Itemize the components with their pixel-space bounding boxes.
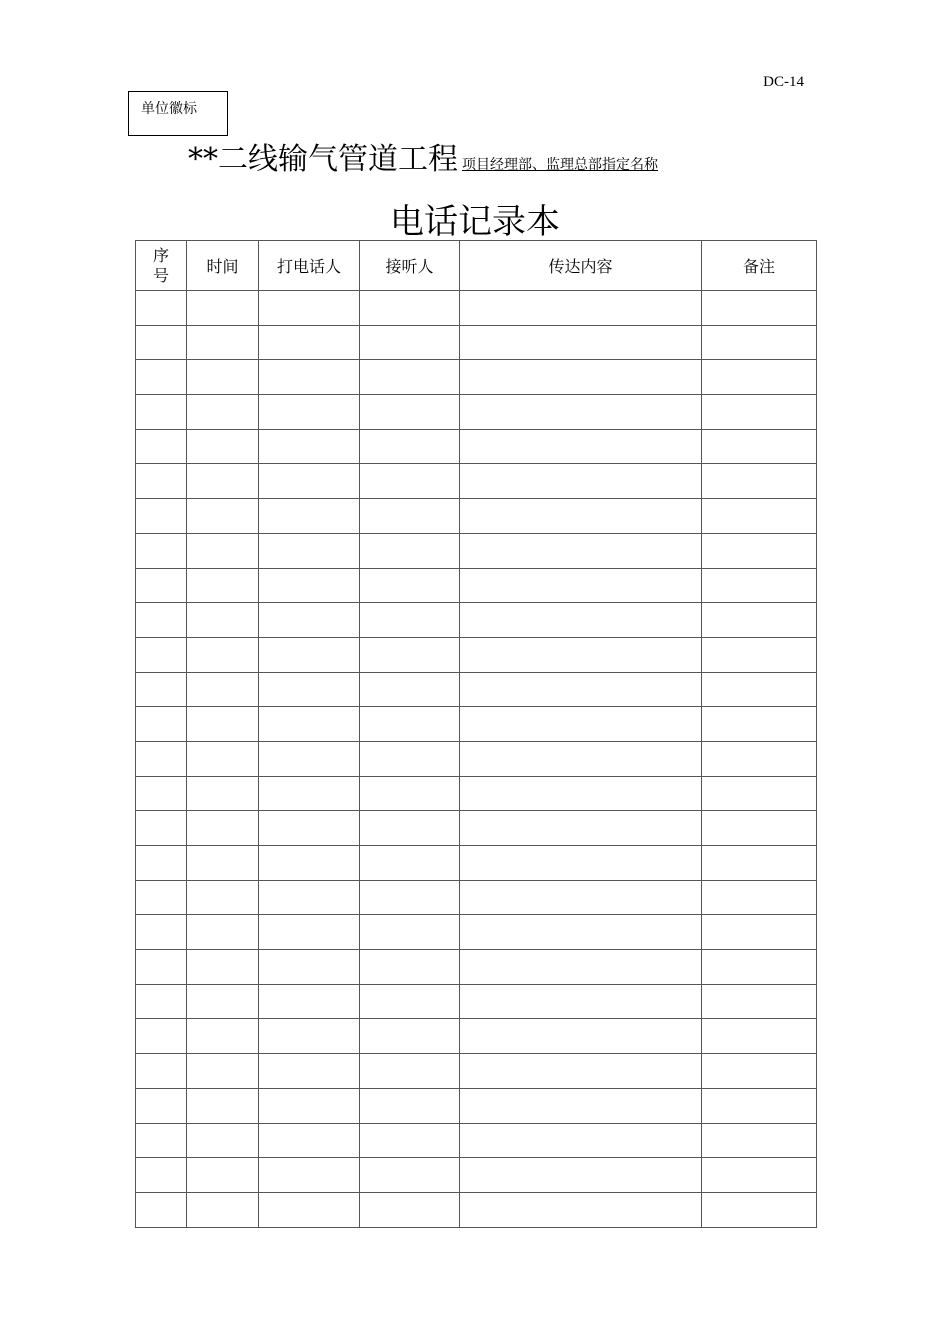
time-cell	[187, 464, 259, 499]
table-header-row	[136, 241, 817, 291]
table-row	[136, 880, 817, 915]
receiver-cell	[360, 325, 460, 360]
seq-cell	[136, 1192, 187, 1227]
table-row	[136, 846, 817, 881]
table-row	[136, 672, 817, 707]
caller-cell	[259, 637, 360, 672]
remarks-cell	[702, 672, 817, 707]
caller-cell	[259, 846, 360, 881]
content-cell	[460, 360, 702, 395]
table-row	[136, 1192, 817, 1227]
receiver-cell	[360, 1192, 460, 1227]
seq-cell	[136, 707, 187, 742]
table-row	[136, 568, 817, 603]
header-receiver: 接听人	[360, 241, 460, 291]
caller-cell	[259, 1088, 360, 1123]
time-cell	[187, 568, 259, 603]
caller-cell	[259, 360, 360, 395]
remarks-cell	[702, 1088, 817, 1123]
caller-cell	[259, 776, 360, 811]
time-cell	[187, 1054, 259, 1089]
receiver-cell	[360, 1054, 460, 1089]
remarks-cell	[702, 1019, 817, 1054]
content-cell	[460, 811, 702, 846]
caller-cell	[259, 880, 360, 915]
remarks-cell	[702, 846, 817, 881]
page-title: 电话记录本	[390, 202, 560, 242]
remarks-cell	[702, 395, 817, 430]
caller-cell	[259, 984, 360, 1019]
content-cell	[460, 499, 702, 534]
content-cell	[460, 741, 702, 776]
receiver-cell	[360, 464, 460, 499]
receiver-cell	[360, 533, 460, 568]
receiver-cell	[360, 360, 460, 395]
caller-cell	[259, 533, 360, 568]
caller-cell	[259, 1192, 360, 1227]
receiver-cell	[360, 1123, 460, 1158]
time-cell	[187, 776, 259, 811]
receiver-cell	[360, 707, 460, 742]
remarks-cell	[702, 1158, 817, 1193]
seq-cell	[136, 672, 187, 707]
receiver-cell	[360, 880, 460, 915]
receiver-cell	[360, 984, 460, 1019]
receiver-cell	[360, 637, 460, 672]
remarks-cell	[702, 880, 817, 915]
table-row	[136, 984, 817, 1019]
seq-cell	[136, 1019, 187, 1054]
seq-cell	[136, 915, 187, 950]
remarks-cell	[702, 950, 817, 985]
receiver-cell	[360, 429, 460, 464]
table-row	[136, 291, 817, 326]
receiver-cell	[360, 741, 460, 776]
content-cell	[460, 984, 702, 1019]
logo-placeholder-box	[128, 91, 228, 136]
caller-cell	[259, 950, 360, 985]
remarks-cell	[702, 603, 817, 638]
receiver-cell	[360, 776, 460, 811]
content-cell	[460, 429, 702, 464]
time-cell	[187, 291, 259, 326]
seq-cell	[136, 776, 187, 811]
time-cell	[187, 672, 259, 707]
time-cell	[187, 603, 259, 638]
document-code: DC-14	[763, 74, 804, 90]
remarks-cell	[702, 1192, 817, 1227]
seq-cell	[136, 846, 187, 881]
remarks-cell	[702, 1054, 817, 1089]
caller-cell	[259, 741, 360, 776]
receiver-cell	[360, 950, 460, 985]
table-row	[136, 325, 817, 360]
table-row	[136, 1088, 817, 1123]
receiver-cell	[360, 291, 460, 326]
receiver-cell	[360, 499, 460, 534]
caller-cell	[259, 429, 360, 464]
caller-cell	[259, 395, 360, 430]
receiver-cell	[360, 672, 460, 707]
table-row	[136, 499, 817, 534]
caller-cell	[259, 291, 360, 326]
time-cell	[187, 1123, 259, 1158]
caller-cell	[259, 707, 360, 742]
time-cell	[187, 395, 259, 430]
remarks-cell	[702, 499, 817, 534]
header-seq-line1: 序	[152, 245, 169, 265]
time-cell	[187, 707, 259, 742]
table-row	[136, 915, 817, 950]
header-caller: 打电话人	[259, 241, 360, 291]
time-cell	[187, 499, 259, 534]
remarks-cell	[702, 325, 817, 360]
remarks-cell	[702, 811, 817, 846]
content-cell	[460, 603, 702, 638]
remarks-cell	[702, 1123, 817, 1158]
remarks-cell	[702, 984, 817, 1019]
table-row	[136, 603, 817, 638]
content-cell	[460, 846, 702, 881]
remarks-cell	[702, 915, 817, 950]
receiver-cell	[360, 915, 460, 950]
remarks-cell	[702, 707, 817, 742]
content-cell	[460, 568, 702, 603]
content-cell	[460, 1054, 702, 1089]
seq-cell	[136, 603, 187, 638]
header-content: 传达内容	[460, 241, 702, 291]
content-cell	[460, 950, 702, 985]
table-row	[136, 533, 817, 568]
receiver-cell	[360, 811, 460, 846]
caller-cell	[259, 1123, 360, 1158]
receiver-cell	[360, 568, 460, 603]
time-cell	[187, 637, 259, 672]
caller-cell	[259, 915, 360, 950]
time-cell	[187, 1158, 259, 1193]
seq-cell	[136, 360, 187, 395]
project-name: **二线输气管道工程	[188, 142, 458, 177]
remarks-cell	[702, 776, 817, 811]
header-remarks: 备注	[702, 241, 817, 291]
time-cell	[187, 741, 259, 776]
remarks-cell	[702, 360, 817, 395]
content-cell	[460, 325, 702, 360]
receiver-cell	[360, 395, 460, 430]
remarks-cell	[702, 291, 817, 326]
table-row	[136, 776, 817, 811]
department-name: 项目经理部、监理总部指定名称	[462, 157, 658, 173]
caller-cell	[259, 811, 360, 846]
receiver-cell	[360, 1088, 460, 1123]
content-cell	[460, 1192, 702, 1227]
remarks-cell	[702, 464, 817, 499]
seq-cell	[136, 464, 187, 499]
seq-cell	[136, 1158, 187, 1193]
seq-cell	[136, 1123, 187, 1158]
seq-cell	[136, 880, 187, 915]
time-cell	[187, 1192, 259, 1227]
receiver-cell	[360, 1019, 460, 1054]
remarks-cell	[702, 429, 817, 464]
receiver-cell	[360, 603, 460, 638]
header-seq	[136, 241, 187, 291]
table-row	[136, 811, 817, 846]
time-cell	[187, 1088, 259, 1123]
caller-cell	[259, 499, 360, 534]
caller-cell	[259, 568, 360, 603]
content-cell	[460, 637, 702, 672]
remarks-cell	[702, 741, 817, 776]
content-cell	[460, 1019, 702, 1054]
time-cell	[187, 325, 259, 360]
logo-placeholder-label: 单位徽标	[141, 101, 197, 117]
content-cell	[460, 1088, 702, 1123]
seq-cell	[136, 291, 187, 326]
remarks-cell	[702, 637, 817, 672]
caller-cell	[259, 1158, 360, 1193]
caller-cell	[259, 325, 360, 360]
table-row	[136, 741, 817, 776]
content-cell	[460, 915, 702, 950]
seq-cell	[136, 325, 187, 360]
seq-cell	[136, 395, 187, 430]
content-cell	[460, 707, 702, 742]
time-cell	[187, 1019, 259, 1054]
content-cell	[460, 1123, 702, 1158]
table-row	[136, 637, 817, 672]
remarks-cell	[702, 533, 817, 568]
table-row	[136, 395, 817, 430]
table-row	[136, 360, 817, 395]
remarks-cell	[702, 568, 817, 603]
time-cell	[187, 360, 259, 395]
seq-cell	[136, 533, 187, 568]
table-row	[136, 1158, 817, 1193]
content-cell	[460, 464, 702, 499]
time-cell	[187, 429, 259, 464]
seq-cell	[136, 499, 187, 534]
seq-cell	[136, 429, 187, 464]
content-cell	[460, 776, 702, 811]
header-seq-line2: 号	[152, 265, 169, 285]
table-row	[136, 950, 817, 985]
caller-cell	[259, 1019, 360, 1054]
content-cell	[460, 395, 702, 430]
seq-cell	[136, 568, 187, 603]
project-header	[188, 134, 658, 178]
seq-cell	[136, 811, 187, 846]
caller-cell	[259, 672, 360, 707]
seq-cell	[136, 1088, 187, 1123]
content-cell	[460, 291, 702, 326]
receiver-cell	[360, 846, 460, 881]
caller-cell	[259, 603, 360, 638]
seq-cell	[136, 741, 187, 776]
time-cell	[187, 880, 259, 915]
caller-cell	[259, 464, 360, 499]
table-row	[136, 707, 817, 742]
table-row	[136, 1019, 817, 1054]
content-cell	[460, 533, 702, 568]
caller-cell	[259, 1054, 360, 1089]
phone-log-table	[135, 240, 817, 1228]
seq-cell	[136, 950, 187, 985]
content-cell	[460, 672, 702, 707]
time-cell	[187, 846, 259, 881]
time-cell	[187, 984, 259, 1019]
time-cell	[187, 915, 259, 950]
seq-cell	[136, 984, 187, 1019]
content-cell	[460, 1158, 702, 1193]
time-cell	[187, 533, 259, 568]
table-row	[136, 1123, 817, 1158]
time-cell	[187, 811, 259, 846]
receiver-cell	[360, 1158, 460, 1193]
table-row	[136, 429, 817, 464]
time-cell	[187, 950, 259, 985]
header-time: 时间	[187, 241, 259, 291]
table-row	[136, 464, 817, 499]
table-body	[136, 291, 817, 1228]
seq-cell	[136, 1054, 187, 1089]
table-row	[136, 1054, 817, 1089]
content-cell	[460, 880, 702, 915]
seq-cell	[136, 637, 187, 672]
